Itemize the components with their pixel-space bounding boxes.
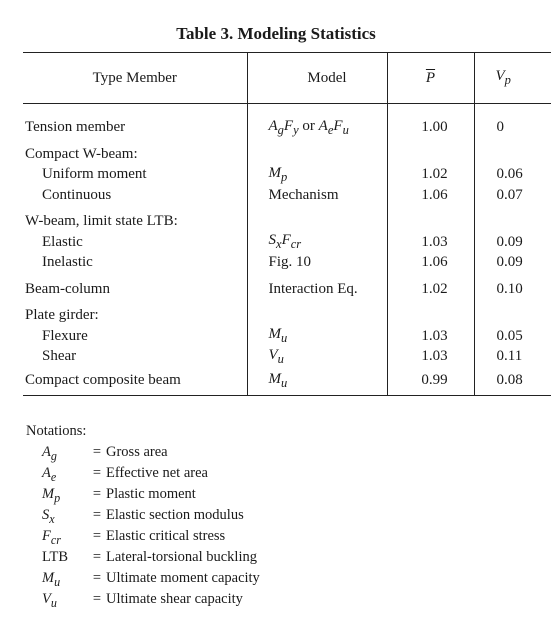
notation-symbol: $F_{cr}$ <box>42 528 61 547</box>
row-p-mean: 1.03 <box>387 326 474 347</box>
row-p-mean: 1.02 <box>387 279 474 300</box>
notation-symbol: $V_u$ <box>42 591 57 610</box>
notation-row <box>26 528 260 549</box>
row-p-mean: 1.02 <box>387 165 474 186</box>
row-p-mean: 1.06 <box>387 185 474 206</box>
row-type: Shear <box>42 348 77 365</box>
notation-definition: Gross area <box>106 444 168 460</box>
table-row <box>23 326 551 347</box>
notation-row <box>26 444 260 465</box>
row-model: $M_u$ <box>247 326 387 347</box>
row-group-label: W-beam, limit state LTB: <box>25 213 178 230</box>
row-v-cov: 0.06 <box>474 165 551 186</box>
notation-equals: = <box>92 486 102 502</box>
row-v-cov: 0.05 <box>474 326 551 347</box>
table-row-group <box>23 306 551 327</box>
row-v-cov: 0 <box>474 118 551 139</box>
row-group-label: Plate girder: <box>25 307 99 324</box>
table-row-group <box>23 212 551 233</box>
notation-definition: Plastic moment <box>106 486 196 502</box>
row-type: Elastic <box>42 233 83 250</box>
row-model: Mechanism <box>247 185 387 206</box>
notation-equals: = <box>92 570 102 586</box>
row-v-cov: 0.09 <box>474 232 551 253</box>
header-p-bar <box>387 53 474 104</box>
row-type: Tension member <box>25 119 126 136</box>
notation-equals: = <box>92 528 102 544</box>
table-row <box>23 253 551 274</box>
notation-symbol: $S_x$ <box>42 507 55 526</box>
notation-symbol: $A_e$ <box>42 465 57 484</box>
notation-equals: = <box>92 507 102 523</box>
notation-definition: Lateral-torsional buckling <box>106 549 257 565</box>
row-type: Uniform moment <box>42 166 147 183</box>
notation-definition: Effective net area <box>106 465 208 481</box>
notation-definition: Elastic critical stress <box>106 528 226 544</box>
notation-equals: = <box>92 591 102 607</box>
row-model: $M_p$ <box>247 165 387 186</box>
row-v-cov: 0.09 <box>474 253 551 274</box>
notation-definition: Ultimate moment capacity <box>106 570 260 586</box>
row-type: Compact composite beam <box>23 367 247 395</box>
notation-row <box>26 570 260 591</box>
notation-symbol: $A_g$ <box>42 444 57 463</box>
notation-row <box>26 591 260 612</box>
notation-row <box>26 465 260 486</box>
notation-equals: = <box>92 549 102 565</box>
table-row <box>23 118 551 139</box>
header-model: Model <box>247 53 387 104</box>
row-model: $A_gF_y$ or $A_eF_u$ <box>247 118 387 139</box>
table-row-group <box>23 144 551 165</box>
table-row <box>23 232 551 253</box>
notation-row <box>26 507 260 528</box>
row-v-cov: 0.07 <box>474 185 551 206</box>
row-model: $M_u$ <box>247 367 387 395</box>
row-type: Beam-column <box>25 280 110 297</box>
table-row <box>23 347 551 368</box>
notation-equals: = <box>92 465 102 481</box>
row-model: $S_xF_{cr}$ <box>247 232 387 253</box>
row-p-mean: 1.00 <box>387 118 474 139</box>
row-p-mean: 1.06 <box>387 253 474 274</box>
notations-title: Notations: <box>26 423 87 439</box>
header-v-p <box>474 53 551 104</box>
table-row <box>23 185 551 206</box>
notation-row <box>26 549 260 570</box>
row-model: Fig. 10 <box>247 253 387 274</box>
row-p-mean: 1.03 <box>387 347 474 368</box>
table-row <box>23 367 551 395</box>
row-type: Continuous <box>42 186 112 203</box>
row-v-cov: 0.10 <box>474 279 551 300</box>
notation-symbol: $M_p$ <box>42 486 61 505</box>
row-v-cov: 0.11 <box>474 347 551 368</box>
row-model: Interaction Eq. <box>247 279 387 300</box>
row-p-mean: 0.99 <box>387 367 474 395</box>
table-row <box>23 279 551 300</box>
v-subscript: p <box>504 73 511 87</box>
notation-definition: Ultimate shear capacity <box>106 591 243 607</box>
table-row <box>23 165 551 186</box>
notations-list <box>26 444 260 612</box>
row-group-label: Compact W-beam: <box>25 145 138 162</box>
row-model: $V_u$ <box>247 347 387 368</box>
notation-symbol: LTB <box>42 549 69 565</box>
row-type: Flexure <box>42 327 88 344</box>
notation-definition: Elastic section modulus <box>106 507 244 523</box>
v-symbol: V <box>495 68 505 84</box>
notations-section <box>26 423 260 612</box>
notation-symbol: $M_u$ <box>42 570 61 589</box>
row-v-cov: 0.08 <box>474 367 551 395</box>
modeling-statistics-table <box>23 52 551 396</box>
row-type: Inelastic <box>42 254 93 271</box>
table-title: Table 3. Modeling Statistics <box>176 24 376 43</box>
p-bar-symbol: $\overline{P}$ <box>425 69 436 86</box>
header-type-member: Type Member <box>23 53 247 104</box>
row-p-mean: 1.03 <box>387 232 474 253</box>
header-row <box>23 53 551 104</box>
notation-equals: = <box>92 444 102 460</box>
notation-row <box>26 486 260 507</box>
